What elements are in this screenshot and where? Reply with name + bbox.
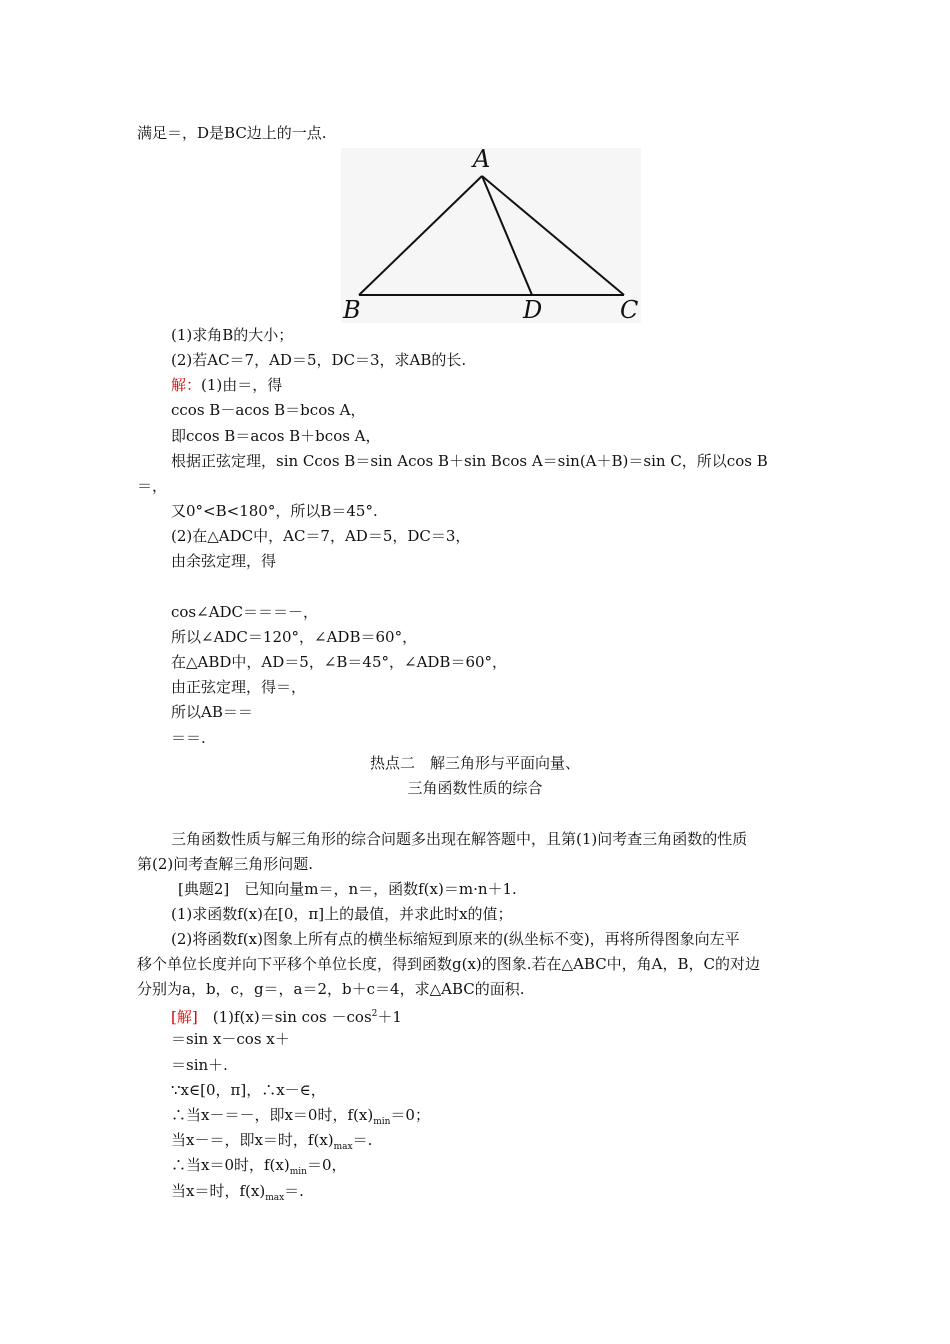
problem2-question2-line3: 分别为a，b，c，g＝，a＝2，b＋c＝4，求△ABC的面积. [137,980,525,998]
problem1-question1: (1)求角B的大小； [171,326,294,344]
solution-text: 当x－＝，即x＝时，f(x) [171,1131,334,1149]
solution-line: 在△ABD中，AD＝5，∠B＝45°，∠ADB＝60°， [171,653,508,671]
solution-line: 根据正弦定理，sin Ccos B＝sin Acos B＋sin Bcos A＝sin(A＋B)＝sin C，所以cos B [171,452,768,470]
solution-line [171,1155,347,1182]
subscript: max [265,1193,285,1203]
vertex-label-a: A [473,148,491,173]
solution-text: ∴当x＝0时，f(x) [171,1156,290,1174]
problem2-question1: (1)求函数f(x)在[0，π]上的最值，并求此时x的值； [171,905,513,923]
solution-line: ccos B－acos B＝bcos A， [171,401,366,419]
solution-line: 由余弦定理，得 [171,552,277,570]
section-title-line2: 三角函数性质的综合 [407,779,543,797]
problem1-question2: (2)若AC＝7，AD＝5，DC＝3，求AB的长. [171,351,467,369]
subscript: min [289,1167,307,1177]
problem1-solution-line [171,375,282,395]
solution-text: ＝0； [390,1106,430,1124]
solution-label: 解： [171,376,202,394]
solution-line: 由正弦定理，得＝， [171,678,307,696]
vertex-label-c: C [620,296,639,323]
vertex-label-b: B [343,296,361,323]
solution-line: 所以AB＝＝ [171,703,253,721]
solution-line: (2)在△ADC中，AC＝7，AD＝5，DC＝3， [171,527,471,545]
problem2-stem: [典题2] 已知向量m＝，n＝，函数f(x)＝m·n＋1. [178,880,517,898]
solution-line: ＝sin x－cos x＋ [171,1030,290,1048]
solution-line: ∵x∈[0，π]，∴x－∈， [171,1081,326,1099]
overview-line2: 第(2)问考查解三角形问题. [137,855,314,873]
section-title-line1: 热点二 解三角形与平面向量、 [369,754,580,772]
triangle-diagram [341,148,641,323]
solution-line: ＝， [137,477,168,495]
solution-text: 当x＝时，f(x) [171,1182,266,1200]
vertex-label-d: D [523,296,543,323]
solution-line [171,1181,304,1208]
solution-text: ∴当x－＝－，即x＝0时，f(x) [171,1106,374,1124]
side-ac [482,176,624,295]
solution-line: 即ccos B＝acos B＋bcos A， [171,427,381,445]
solution-text: ＝. [284,1182,304,1200]
subscript: max [333,1142,353,1152]
intro-text: 满足＝，D是BC边上的一点. [137,124,327,142]
solution-line: ＝＝. [171,729,206,747]
solution-line: 又0°<B<180°，所以B＝45°. [171,502,378,520]
solution-text: (1)f(x)＝sin cos －cos [212,1008,372,1026]
solution-label: [解] [171,1008,198,1026]
overview-line1: 三角函数性质与解三角形的综合问题多出现在解答题中，且第(1)问考查三角函数的性质 [171,830,748,848]
solution-text: ＝. [352,1131,373,1149]
solution-line [171,1130,372,1157]
subscript: min [373,1117,391,1127]
segment-ad [482,176,532,295]
superscript: 2 [371,1009,378,1019]
solution-text: (1)由＝，得 [201,376,283,394]
problem2-question2-line1: (2)将函数f(x)图象上所有点的横坐标缩短到原来的(纵坐标不变)，再将所得图象向左平 [171,930,740,948]
solution-text: ＋1 [377,1008,402,1026]
solution-line [171,1105,430,1132]
problem2-question2-line2: 移个单位长度并向下平移个单位长度，得到函数g(x)的图象.若在△ABC中，角A，B，C的对边 [137,955,761,973]
side-ab [359,176,482,295]
solution-line: 所以∠ADC＝120°，∠ADB＝60°， [171,628,418,646]
solution-line: cos∠ADC＝＝＝－， [171,603,319,621]
triangle-figure [341,148,641,323]
solution-line: ＝sin＋. [171,1056,228,1074]
problem2-solution-line [171,1004,402,1027]
solution-text: ＝0， [306,1156,347,1174]
